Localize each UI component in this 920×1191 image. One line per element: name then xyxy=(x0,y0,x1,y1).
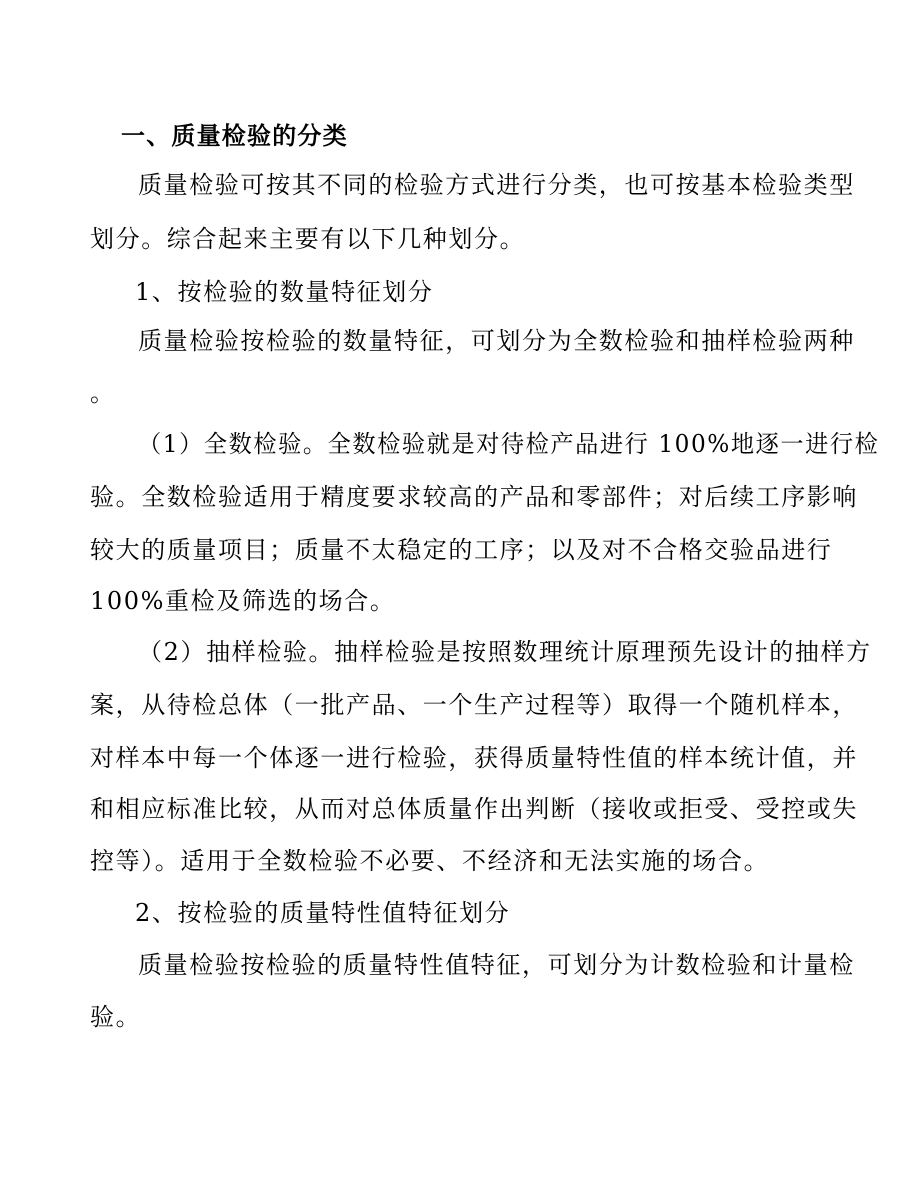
item-2-line-2: 案，从待检总体（一批产品、一个生产过程等）取得一个随机样本， xyxy=(90,691,858,719)
subsection-2-heading: 2、按检验的质量特性值特征划分 xyxy=(135,899,511,927)
item-2-line-1: （2）抽样检验。抽样检验是按照数理统计原理预先设计的抽样方 xyxy=(138,638,872,666)
intro-line-2: 划分。综合起来主要有以下几种划分。 xyxy=(90,225,526,253)
intro-line-1: 质量检验可按其不同的检验方式进行分类，也可按基本检验类型 xyxy=(138,171,855,199)
subsection-1-para-line-1: 质量检验按检验的数量特征，可划分为全数检验和抽样检验两种 xyxy=(138,327,855,355)
section-heading: 一、质量检验的分类 xyxy=(121,121,348,150)
item-1-line-3: 较大的质量项目；质量不太稳定的工序；以及对不合格交验品进行 xyxy=(90,536,833,564)
item-1-line-4: 100%重检及筛选的场合。 xyxy=(90,587,396,615)
item-2-line-3: 对样本中每一个体逐一进行检验，获得质量特性值的样本统计值，并 xyxy=(90,744,858,772)
item-2-line-4: 和相应标准比较，从而对总体质量作出判断（接收或拒受、受控或失 xyxy=(90,795,858,823)
subsection-1-heading: 1、按检验的数量特征划分 xyxy=(135,278,434,306)
item-1-line-2: 验。全数检验适用于精度要求较高的产品和零部件；对后续工序影响 xyxy=(90,483,858,511)
subsection-2-para-line-2: 验。 xyxy=(90,1003,142,1031)
item-2-line-5: 控等）。适用于全数检验不必要、不经济和无法实施的场合。 xyxy=(90,847,770,875)
subsection-1-para-line-2: 。 xyxy=(90,379,116,407)
item-1-line-1: （1）全数检验。全数检验就是对待检产品进行 100%地逐一进行检 xyxy=(138,430,880,458)
subsection-2-para-line-1: 质量检验按检验的质量特性值特征，可划分为计数检验和计量检 xyxy=(138,951,855,979)
